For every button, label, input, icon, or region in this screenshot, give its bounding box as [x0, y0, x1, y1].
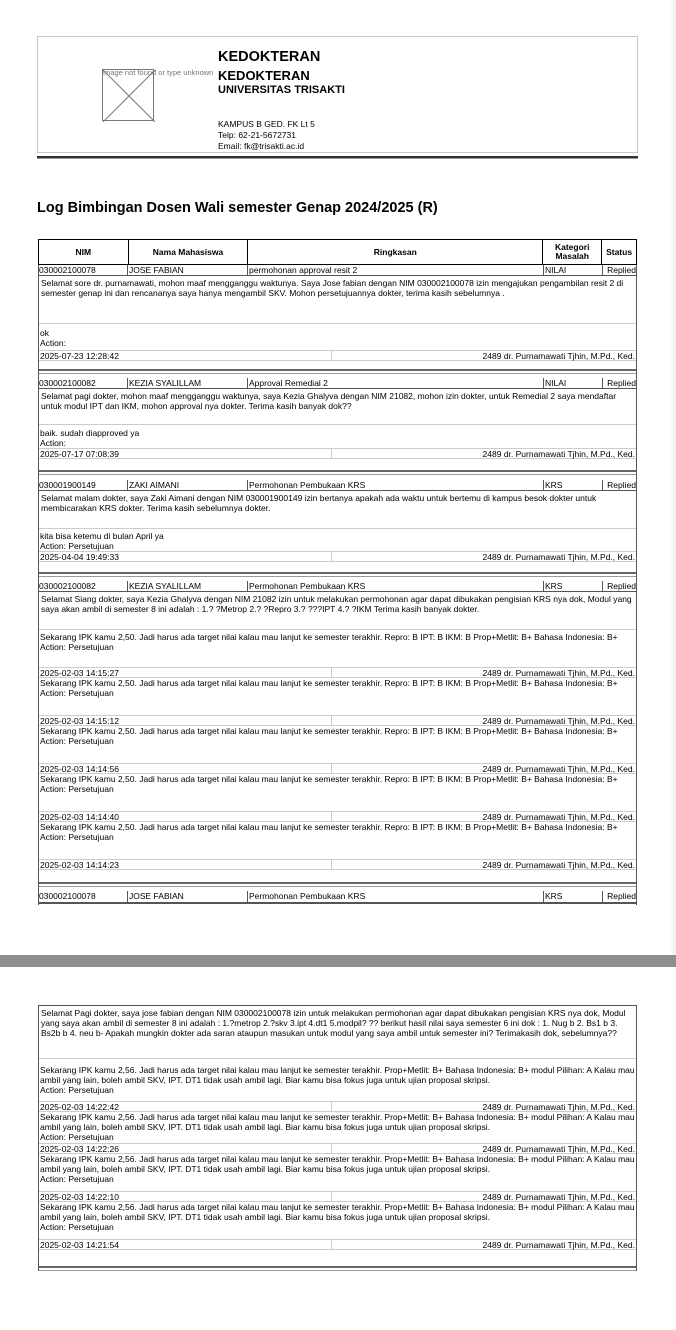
entry-nim: 030002100078	[38, 265, 128, 275]
letterhead	[37, 36, 638, 153]
reply-signer: 2489 dr. Purnamawati Tjhin, M.Pd., Ked.	[482, 552, 635, 562]
entry-summary: Permohonan Pembukaan KRS	[248, 581, 544, 591]
reply-timestamp: 2025-02-03 14:14:56	[38, 764, 332, 773]
reply-text: ok	[40, 328, 49, 338]
logo-alt-text: Image not found or type unknown	[102, 68, 214, 77]
entry-student-name: KEZIA SYALILLAM	[128, 378, 248, 388]
reply-signer: 2489 dr. Purnamawati Tjhin, M.Pd., Ked.	[482, 1144, 635, 1154]
reply-action: Action: Persetujuan	[40, 1132, 114, 1142]
reply-signer: 2489 dr. Purnamawati Tjhin, M.Pd., Ked.	[482, 716, 635, 726]
column-header-nim: NIM	[39, 240, 129, 264]
reply-action: Action: Persetujuan	[40, 1174, 114, 1184]
reply-timestamp: 2025-04-04 19:49:33	[38, 552, 332, 561]
reply-text: Sekarang IPK kamu 2,50. Jadi harus ada target nilai kalau mau lanjut ke semester terakhir. Repro: B IPT: B IKM: B Prop+Metlit: B+ Bahasa Indonesia: B+	[40, 726, 618, 736]
entry-message: Selamat malam dokter, saya Zaki Aimani dengan NIM 030001900149 izin bertanya apakah ada waktu untuk bertemu di kampus besok dokter untuk membicarakan KRS dokter. Terima kasih sebelumnya dokter.	[38, 491, 637, 529]
reply-action: Action: Persetujuan	[40, 688, 114, 698]
entry-student-name: JOSE FABIAN	[128, 265, 248, 275]
column-header-category: Kategori Masalah	[543, 240, 602, 264]
reply-action: Action: Persetujuan	[40, 832, 114, 842]
entry-summary: Approval Remedial 2	[248, 378, 544, 388]
header-divider	[37, 156, 638, 159]
column-header-summary: Ringkasan	[248, 240, 543, 264]
reply-signer: 2489 dr. Purnamawati Tjhin, M.Pd., Ked.	[482, 1192, 635, 1202]
reply-text: Sekarang IPK kamu 2,50. Jadi harus ada target nilai kalau mau lanjut ke semester terakhir. Repro: B IPT: B IKM: B Prop+Metlit: B+ Bahasa Indonesia: B+	[40, 678, 618, 688]
reply-timestamp: 2025-02-03 14:21:54	[38, 1240, 332, 1249]
entry-status: Replied	[607, 480, 636, 490]
reply-text: kita bisa ketemu di bulan April ya	[40, 531, 164, 541]
reply-signer: 2489 dr. Purnamawati Tjhin, M.Pd., Ked.	[482, 449, 635, 459]
address-line: KAMPUS B GED. FK Lt 5	[218, 119, 315, 129]
entry-message: Selamat pagi dokter, mohon maaf mengganggu waktunya, saya Kezia Ghalyva dengan NIM 21082, mohon izin dokter, untuk Remedial 2 saya mendaftar untuk modul IPT dan IKM, mohon approval nya dokter. Terima kasih banyak dok??	[38, 389, 637, 425]
reply-timestamp: 2025-07-17 07:08:39	[38, 449, 332, 458]
entry-nim: 030002100082	[38, 581, 128, 591]
reply-text: Sekarang IPK kamu 2,50. Jadi harus ada target nilai kalau mau lanjut ke semester terakhir. Repro: B IPT: B IKM: B Prop+Metlit: B+ Bahasa Indonesia: B+	[40, 822, 618, 832]
institution-line-1: KEDOKTERAN	[218, 49, 321, 65]
reply-text: baik. sudah diapproved ya	[40, 428, 140, 438]
institution-line-2: KEDOKTERAN	[218, 68, 310, 83]
institution-line-3: UNIVERSITAS TRISAKTI	[218, 84, 345, 96]
reply-signer: 2489 dr. Purnamawati Tjhin, M.Pd., Ked.	[482, 668, 635, 678]
entry-student-name: KEZIA SYALILLAM	[128, 581, 248, 591]
entry-status: Replied	[607, 378, 636, 388]
entry-student-name: ZAKI AIMANI	[128, 480, 248, 490]
reply-action: Action:	[40, 438, 66, 448]
reply-timestamp: 2025-02-03 14:22:10	[38, 1192, 332, 1201]
reply-action: Action: Persetujuan	[40, 1222, 114, 1232]
page-edge	[670, 0, 676, 955]
reply-action: Action: Persetujuan	[40, 784, 114, 794]
entry-message: Selamat Siang dokter, saya Kezia Ghalyva dengan NIM 21082 izin untuk melakukan permohonan agar dapat dibukakan pengisian KRS nya dok, Modul yang saya akan ambil di semester 8 ini adalah : 1.? ?Metrop 2.? ?Repro 3.? ???IPT 4.? ?IKM Terima kasih banyak dokter.	[38, 592, 637, 630]
entry-status: Replied	[607, 581, 636, 591]
email-line: Email: fk@trisakti.ac.id	[218, 141, 305, 151]
broken-image-icon	[102, 69, 154, 121]
entry-category: KRS	[544, 581, 603, 591]
reply-action: Action: Persetujuan	[40, 736, 114, 746]
reply-timestamp: 2025-02-03 14:15:12	[38, 716, 332, 725]
entry-nim: 030001900149	[38, 480, 128, 490]
entry-status: Replied	[607, 891, 636, 901]
page-break-gap	[0, 955, 676, 967]
table-header	[38, 239, 637, 265]
reply-signer: 2489 dr. Purnamawati Tjhin, M.Pd., Ked.	[482, 1102, 635, 1112]
reply-text: Sekarang IPK kamu 2,56. Jadi harus ada target nilai kalau mau lanjut ke semester terakhir. Prop+Metlit: B+ Bahasa Indonesia: B+ modul Pilihan: A Kalau mau ambil yang lain, boleh ambil SKV, IPT. DT1 tidak usah ambil lagi. Biar kamu bisa fokus juga untuk ujian proposal skripsi.	[40, 1154, 635, 1174]
reply-signer: 2489 dr. Purnamawati Tjhin, M.Pd., Ked.	[482, 1240, 635, 1250]
column-header-status: Status	[606, 246, 633, 257]
entry-message: Selamat Pagi dokter, saya jose fabian dengan NIM 030002100078 izin untuk melakukan permohonan agar dapat dibukakan pengisian KRS nya dok, Modul yang saya akan ambil di semester 8 ini adalah : 1.?metrop 2.?skv 3.ipt 4.dt1 5.modpil? ?? berikut hasil nilai saya semester 6 ini dok : 1. Nug b 2. Bs1 b 3. Bs2b b 4. neu b- Apakah mungkin dokter ada saran ataupun masukan untuk modul yang saya ambil untuk semester ini? Terimakasih dok, sebelumnya??	[38, 1005, 637, 1059]
reply-signer: 2489 dr. Purnamawati Tjhin, M.Pd., Ked.	[482, 351, 635, 361]
reply-text: Sekarang IPK kamu 2,56. Jadi harus ada target nilai kalau mau lanjut ke semester terakhir. Prop+Metlit: B+ Bahasa Indonesia: B+ modul Pilihan: A Kalau mau ambil yang lain, boleh ambil SKV, IPT. DT1 tidak usah ambil lagi. Biar kamu bisa fokus juga untuk ujian proposal skripsi.	[40, 1202, 635, 1222]
entry-status: Replied	[607, 265, 636, 275]
institution-address	[218, 119, 315, 152]
reply-timestamp: 2025-02-03 14:22:26	[38, 1144, 332, 1153]
document-title: Log Bimbingan Dosen Wali semester Genap 2024/2025 (R)	[37, 200, 438, 216]
reply-action: Action: Persetujuan	[40, 1085, 114, 1095]
phone-line: Telp: 62-21-5672731	[218, 130, 296, 140]
column-header-name: Nama Mahasiswa	[129, 240, 249, 264]
entry-summary: Permohonan Pembukaan KRS	[248, 480, 544, 490]
entry-nim: 030002100082	[38, 378, 128, 388]
entry-student-name: JOSE FABIAN	[128, 891, 248, 902]
reply-signer: 2489 dr. Purnamawati Tjhin, M.Pd., Ked.	[482, 764, 635, 774]
reply-action: Action:	[40, 338, 66, 348]
entry-summary: permohonan approval resit 2	[248, 265, 544, 275]
entry-category: NILAI	[544, 378, 603, 388]
reply-text: Sekarang IPK kamu 2,50. Jadi harus ada target nilai kalau mau lanjut ke semester terakhir. Repro: B IPT: B IKM: B Prop+Metlit: B+ Bahasa Indonesia: B+	[40, 632, 618, 642]
reply-text: Sekarang IPK kamu 2,56. Jadi harus ada target nilai kalau mau lanjut ke semester terakhir. Prop+Metlit: B+ Bahasa Indonesia: B+ modul Pilihan: A Kalau mau ambil yang lain, boleh ambil SKV, IPT. DT1 tidak usah ambil lagi. Biar kamu bisa fokus juga untuk ujian proposal skripsi.	[40, 1065, 635, 1085]
reply-timestamp: 2025-02-03 14:22:42	[38, 1102, 332, 1111]
table-frame	[38, 265, 637, 905]
reply-text: Sekarang IPK kamu 2,56. Jadi harus ada target nilai kalau mau lanjut ke semester terakhir. Prop+Metlit: B+ Bahasa Indonesia: B+ modul Pilihan: A Kalau mau ambil yang lain, boleh ambil SKV, IPT. DT1 tidak usah ambil lagi. Biar kamu bisa fokus juga untuk ujian proposal skripsi.	[40, 1112, 635, 1132]
entry-category: NILAI	[544, 265, 603, 275]
reply-action: Action: Persetujuan	[40, 541, 114, 551]
document-page-2	[0, 967, 676, 1330]
reply-signer: 2489 dr. Purnamawati Tjhin, M.Pd., Ked.	[482, 812, 635, 822]
entry-nim: 030002100078	[38, 891, 128, 902]
table-frame	[38, 1005, 637, 1271]
reply-action: Action: Persetujuan	[40, 642, 114, 652]
reply-text: Sekarang IPK kamu 2,50. Jadi harus ada target nilai kalau mau lanjut ke semester terakhir. Repro: B IPT: B IKM: B Prop+Metlit: B+ Bahasa Indonesia: B+	[40, 774, 618, 784]
reply-timestamp: 2025-02-03 14:14:23	[38, 860, 332, 869]
reply-timestamp: 2025-02-03 14:15:27	[38, 668, 332, 677]
reply-signer: 2489 dr. Purnamawati Tjhin, M.Pd., Ked.	[482, 860, 635, 870]
entry-message: Selamat sore dr. purnamawati, mohon maaf mengganggu waktunya. Saya Jose fabian dengan NIM 030002100078 izin mengajukan pengambilan resit 2 di semester genap ini dan rencananya saya hanya mengambil SKV. Mohon persetujuannya dokter, terima kasih sebelumnya .	[38, 276, 637, 324]
reply-timestamp: 2025-02-03 14:14:40	[38, 812, 332, 821]
entry-summary: Permohonan Pembukaan KRS	[248, 891, 544, 902]
entry-category: KRS	[544, 480, 603, 490]
entry-category: KRS	[544, 891, 603, 902]
reply-timestamp: 2025-07-23 12:28:42	[38, 351, 332, 360]
